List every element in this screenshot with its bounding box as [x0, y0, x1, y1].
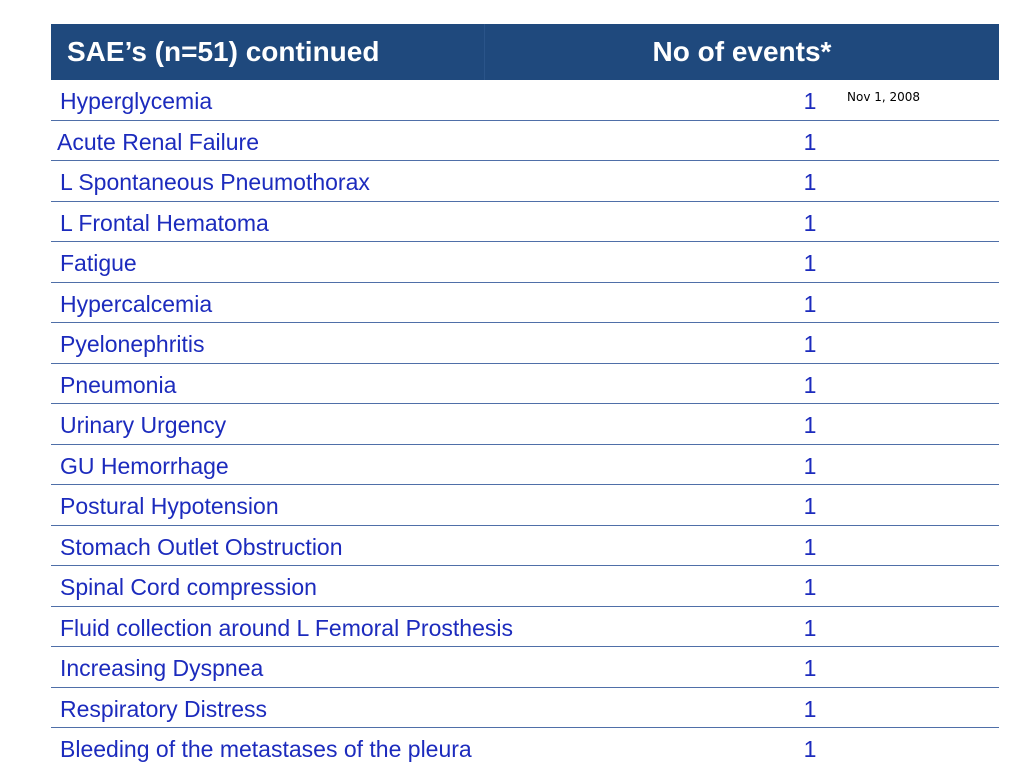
events-table — [51, 24, 999, 768]
event-name: Bleeding of the metastases of the pleura — [60, 736, 472, 762]
event-count: 1 — [803, 169, 817, 195]
table-row — [51, 526, 999, 567]
event-count: 1 — [803, 574, 817, 600]
event-name: Acute Renal Failure — [57, 128, 259, 155]
event-count: 1 — [803, 128, 817, 155]
header-sae-label: SAE’s (n=51) continued — [67, 36, 380, 67]
event-count: 1 — [803, 412, 817, 438]
table-row — [51, 728, 999, 768]
table-row — [51, 607, 999, 648]
event-count: 1 — [803, 88, 817, 114]
event-name: L Frontal Hematoma — [60, 209, 269, 236]
table-header — [51, 24, 999, 80]
table-row — [51, 688, 999, 729]
event-count: 1 — [803, 290, 817, 317]
event-count: 1 — [803, 209, 817, 236]
table-row — [51, 566, 999, 607]
table-row — [51, 283, 999, 324]
table-row — [51, 364, 999, 405]
event-count: 1 — [803, 655, 817, 681]
header-events-label: No of events* — [652, 36, 832, 67]
event-name: Pyelonephritis — [60, 331, 205, 357]
event-name: Hypercalcemia — [60, 290, 213, 317]
event-count: 1 — [803, 371, 817, 398]
event-name: Pneumonia — [60, 371, 177, 398]
event-count: 1 — [803, 250, 817, 276]
table-row — [51, 445, 999, 486]
event-name: Stomach Outlet Obstruction — [60, 533, 343, 560]
event-count: 1 — [803, 614, 817, 641]
event-name: GU Hemorrhage — [60, 452, 229, 479]
event-count: 1 — [803, 736, 817, 762]
event-name: Postural Hypotension — [60, 493, 279, 519]
event-name: Fluid collection around L Femoral Prosthesis — [60, 614, 513, 641]
event-name: Respiratory Distress — [60, 695, 268, 722]
table-row — [51, 121, 999, 162]
date-stamp: Nov 1, 2008 — [847, 90, 921, 104]
event-count: 1 — [803, 331, 817, 357]
table-row — [51, 161, 999, 202]
table-row — [51, 202, 999, 243]
table-row — [51, 485, 999, 526]
event-count: 1 — [803, 533, 817, 560]
event-count: 1 — [803, 493, 817, 519]
event-count: 1 — [803, 452, 817, 479]
table-row — [51, 242, 999, 283]
table-row — [51, 404, 999, 445]
event-name: Increasing Dyspnea — [60, 655, 264, 681]
table-row — [51, 323, 999, 364]
event-name: Fatigue — [60, 250, 137, 276]
event-count: 1 — [803, 695, 817, 722]
event-name: Urinary Urgency — [60, 412, 227, 438]
event-name: Hyperglycemia — [60, 88, 213, 114]
event-name: Spinal Cord compression — [60, 574, 317, 600]
event-name: L Spontaneous Pneumothorax — [60, 169, 370, 195]
table-row — [51, 647, 999, 688]
